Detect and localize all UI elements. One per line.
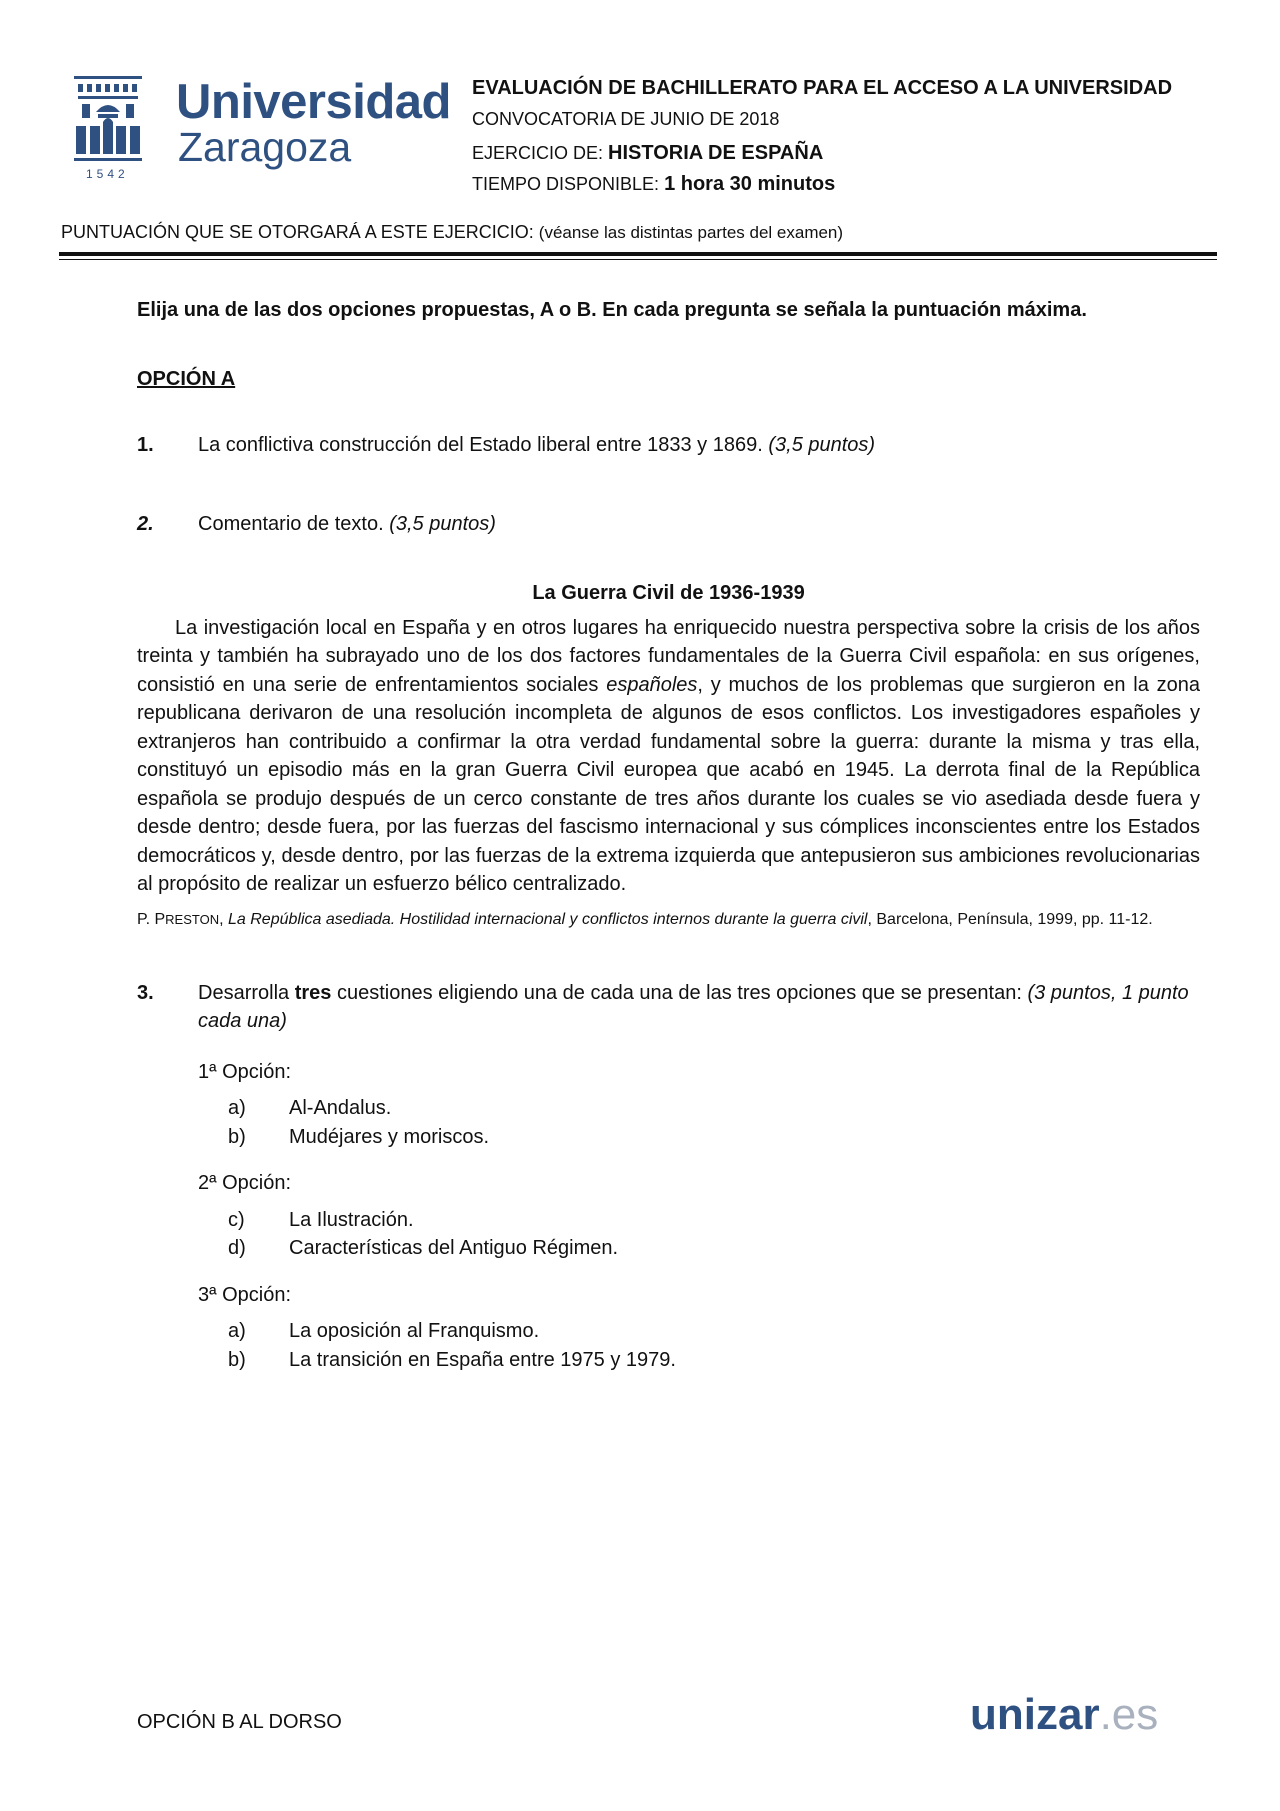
list-item bbox=[198, 1317, 1200, 1346]
question-number: 3. bbox=[137, 981, 154, 1004]
question-text bbox=[198, 979, 1200, 1036]
option-label: Opción: bbox=[222, 1060, 292, 1083]
question-2 bbox=[137, 510, 1200, 539]
list-item bbox=[198, 1234, 1200, 1263]
option-ordinal: 3ª bbox=[198, 1283, 217, 1306]
subject-value: HISTORIA DE ESPAÑA bbox=[608, 142, 824, 164]
header-divider-thin bbox=[59, 259, 1217, 260]
option-group-1 bbox=[198, 1058, 1200, 1087]
time-label: TIEMPO DISPONIBLE: bbox=[472, 174, 660, 194]
question-text bbox=[198, 510, 496, 539]
university-name: Universidad bbox=[176, 75, 451, 129]
option-label: Opción: bbox=[222, 1283, 292, 1306]
item-text: La Ilustración. bbox=[289, 1208, 414, 1231]
exam-content bbox=[137, 296, 1200, 1374]
item-letter: c) bbox=[228, 1208, 245, 1231]
item-text: Características del Antiguo Régimen. bbox=[289, 1237, 619, 1259]
item-text: La oposición al Franquismo. bbox=[289, 1320, 540, 1342]
option-ordinal: 2ª bbox=[198, 1172, 217, 1194]
text-title: La Guerra Civil de 1936-1939 bbox=[532, 582, 805, 604]
question-1 bbox=[137, 431, 1200, 460]
citation-sep: , bbox=[219, 910, 228, 928]
exam-title: EVALUACIÓN DE BACHILLERATO PARA EL ACCESO A LA UNIVERSIDAD bbox=[472, 77, 1173, 99]
list-item bbox=[198, 1123, 1200, 1152]
score-line bbox=[61, 221, 843, 244]
university-logo bbox=[72, 74, 452, 184]
list-item bbox=[198, 1206, 1200, 1235]
list-item bbox=[198, 1346, 1200, 1375]
exam-time bbox=[472, 173, 1262, 195]
list-item bbox=[198, 1094, 1200, 1123]
option-group-2-items bbox=[198, 1206, 1200, 1263]
question-3-points: (3 puntos, 1 punto cada una) bbox=[198, 981, 1189, 1032]
question-number: 1. bbox=[137, 434, 154, 456]
item-letter: d) bbox=[228, 1237, 246, 1259]
footer-brand-logo bbox=[970, 1690, 1158, 1740]
question-3-options bbox=[198, 1058, 1200, 1375]
exam-subject bbox=[472, 142, 1262, 164]
item-letter: a) bbox=[228, 1097, 246, 1119]
citation-initial: P. P bbox=[137, 910, 166, 928]
subject-label: EJERCICIO DE: bbox=[472, 143, 604, 163]
option-ordinal: 1ª bbox=[198, 1060, 217, 1083]
founding-year: 1542 bbox=[86, 167, 129, 181]
time-value: 1 hora 30 minutos bbox=[664, 173, 836, 195]
brand-tld: .es bbox=[1099, 1690, 1159, 1739]
item-letter: b) bbox=[228, 1348, 246, 1371]
question-3-text-post: cuestiones eligiendo una de cada una de las tres opciones que se presentan: bbox=[331, 981, 1028, 1004]
question-2-points: (3,5 puntos) bbox=[389, 512, 496, 535]
option-a-title: OPCIÓN A bbox=[137, 367, 236, 390]
citation-rest: , Barcelona, Península, 1999, pp. 11-12. bbox=[867, 910, 1153, 928]
question-3-text-bold: tres bbox=[294, 981, 332, 1004]
header-divider-thick bbox=[59, 252, 1217, 256]
exam-session: CONVOCATORIA DE JUNIO DE 2018 bbox=[472, 109, 780, 129]
passage-emphasis: españoles bbox=[606, 673, 698, 696]
text-passage bbox=[137, 614, 1200, 899]
university-city: Zaragoza bbox=[178, 124, 352, 170]
question-3-text-pre: Desarrolla bbox=[198, 981, 295, 1004]
item-text: La transición en España entre 1975 y 1979. bbox=[289, 1348, 676, 1371]
question-2-text: Comentario de texto. bbox=[198, 512, 384, 535]
option-label: Opción: bbox=[222, 1172, 292, 1194]
question-number: 2. bbox=[137, 512, 154, 535]
question-1-points: (3,5 puntos) bbox=[768, 434, 876, 456]
item-letter: a) bbox=[228, 1320, 246, 1342]
exam-header bbox=[472, 76, 1262, 195]
score-label: PUNTUACIÓN QUE SE OTORGARÁ A ESTE EJERCICIO: bbox=[61, 222, 534, 242]
citation-author: RESTON bbox=[165, 911, 220, 927]
citation bbox=[137, 909, 1200, 930]
item-letter: b) bbox=[228, 1125, 246, 1148]
option-group-3-items bbox=[198, 1317, 1200, 1374]
option-group-2 bbox=[198, 1169, 1200, 1198]
passage-part-2: , y muchos de los problemas que surgieron en la zona republicana derivaron de una resolución incompleta de algunos de esos conflictos. Los investigadores españoles y extranjeros han contribuido a confirmar la otra verdad fundamental sobre la guerra: durante la misma y tras ella, constituyó un episodio más en la gran Guerra Civil europea que acabó en 1945. La derrota final de la República española se produjo después de un cerco constante de tres años durante los cuales se vio asediada desde fuera y desde dentro; desde fuera, por las fuerzas del fascismo internacional y sus cómplices inconscientes entre los Estados democráticos y, desde dentro, por las fuerzas de la extrema izquierda que antepusieron sus ambiciones revolucionarias al propósito de realizar un esfuerzo bélico centralizado. bbox=[137, 673, 1200, 895]
passage-part-1: La investigación local en España y en otros lugares ha enriquecido nuestra perspectiva sobre la crisis de los años treinta y también ha subrayado uno de los dos factores fundamentales de la Guerra Civil española: en sus orígenes, consistió en una serie de enfrentamientos sociales bbox=[137, 616, 1200, 696]
question-text bbox=[198, 431, 875, 460]
question-1-text: La conflictiva construcción del Estado liberal entre 1833 y 1869. bbox=[198, 434, 763, 456]
option-group-3 bbox=[198, 1281, 1200, 1310]
item-text: Al-Andalus. bbox=[289, 1097, 392, 1119]
item-text: Mudéjares y moriscos. bbox=[289, 1125, 490, 1148]
question-3 bbox=[137, 979, 1200, 1036]
instructions: Elija una de las dos opciones propuestas, A o B. En cada pregunta se señala la puntuación máxima. bbox=[137, 299, 1087, 321]
footer-note: OPCIÓN B AL DORSO bbox=[137, 1711, 342, 1733]
brand-name: unizar bbox=[970, 1690, 1100, 1739]
citation-title: La República asediada. Hostilidad internacional y conflictos internos durante la guerra civil bbox=[228, 910, 868, 928]
option-group-1-items bbox=[198, 1094, 1200, 1151]
score-note: (véanse las distintas partes del examen) bbox=[538, 223, 844, 242]
